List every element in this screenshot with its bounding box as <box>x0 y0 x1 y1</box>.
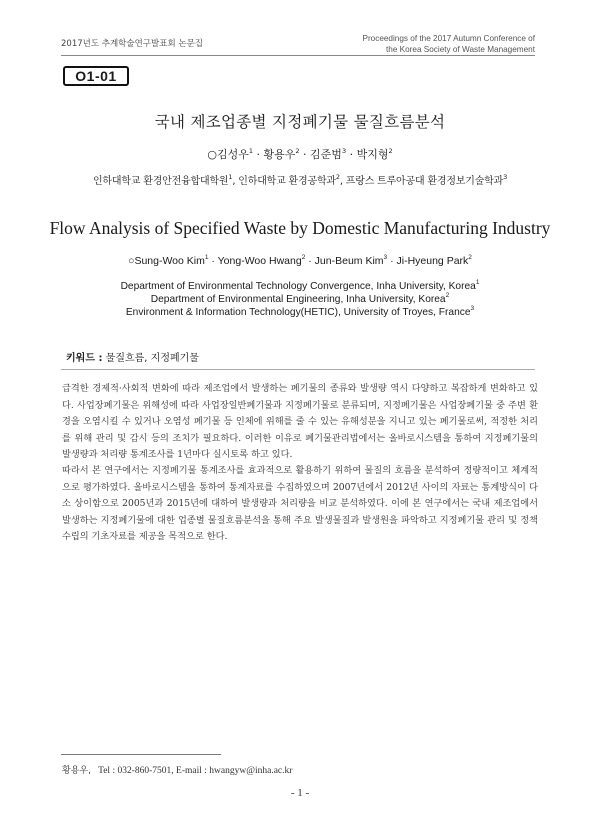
author-name: Sung-Woo Kim <box>134 255 205 267</box>
author-affil-sup: 3 <box>341 147 347 155</box>
author-name: 박지형 <box>356 148 389 161</box>
footnote-tel-label: Tel : <box>98 766 116 776</box>
running-header-right <box>362 33 535 55</box>
affiliation-english-2 <box>40 294 560 305</box>
keywords-value: 물질흐름, 지정폐기물 <box>105 353 199 364</box>
affiliation: Department of Environmental Technology Convergence, Inha University, Korea <box>120 281 476 292</box>
affiliation-sup: 3 <box>503 173 508 181</box>
affiliation-english-3 <box>40 307 560 318</box>
body-paragraph-2: 따라서 본 연구에서는 지정폐기물 통계조사를 효과적으로 활용하기 위하여 물질의 흐름을 분석하여 정량적이고 체계적으로 평가하였다. 올바로시스템을 통하여 통계자료를 수집하였으며 2007년에서 2012년 사이의 자료는 통계방식이 다소 상이함으로 2005년과 2015년에 대하여 발생량과 처리량을 비교 분석하였다. 이에 본 연구에서는 국내 제조업에서 발생하는 지정폐기물에 대한 업종별 물질흐름분석을 통해 주요 발생물질과 발생원을 파악하고 지정폐기물 관리 및 정책 수립의 기초자료를 제공을 목적으로 한다. <box>62 465 538 542</box>
author-name: Ji-Hyeung Park <box>396 255 469 267</box>
author-name: 김준범 <box>310 148 342 161</box>
running-header-right-line1: Proceedings of the 2017 Autumn Conference of <box>362 34 535 43</box>
keywords-line <box>66 349 199 364</box>
affiliation: Department of Environmental Engineering, Inha University, Korea <box>150 294 446 305</box>
author-affil-sup: 2 <box>295 147 300 155</box>
affiliation: 프랑스 트루아공대 환경정보기술학과 <box>345 176 504 187</box>
author-name: 김성우 <box>216 148 249 161</box>
authors-korean <box>40 146 560 162</box>
affiliations-korean: 인하대학교 환경안전융합대학원$^1$, 인하대학교 환경공학과$^2$, 프랑스 트루아공대 환경정보기술학과$^3$ <box>92 173 508 187</box>
header-divider <box>61 55 535 56</box>
footnote-name: 황용우, <box>62 766 91 776</box>
footnote-divider <box>61 754 221 755</box>
author-separator: · <box>387 255 397 267</box>
author-separator: · <box>346 148 357 161</box>
footnote-tel: 032-860-7501, <box>117 766 174 776</box>
corresponding-author-footnote <box>62 763 292 776</box>
title-english: Flow Analysis of Specified Waste by Domestic Manufacturing Industry <box>49 218 551 238</box>
author-affil-sup: 1 <box>248 147 254 155</box>
author-affil-sup: 1 <box>204 254 209 261</box>
author-affil-sup: 2 <box>301 254 306 261</box>
affiliation-sup: 2 <box>445 292 450 299</box>
page-number: - 1 - <box>290 787 310 799</box>
affiliation: Environment & Information Technology(HETIC), University of Troyes, France <box>125 307 471 318</box>
presenter-mark: ○ <box>207 148 217 161</box>
footnote-email: hwangyw@inha.ac.kr <box>209 766 293 776</box>
author-separator: · <box>305 255 315 267</box>
author-separator: · <box>253 148 264 161</box>
affiliation-sup: 2 <box>335 173 340 181</box>
affiliation-sup: 1 <box>475 279 480 286</box>
session-code-badge: O1-01 <box>63 66 129 86</box>
author-name: 황용우 <box>263 148 296 161</box>
affiliation: 인하대학교 환경안전융합대학원 <box>92 176 229 187</box>
author-separator: · <box>208 255 218 267</box>
running-header-left: 2017년도 추계학술연구발표회 논문집 <box>61 39 203 49</box>
affiliation-sup: 3 <box>470 305 475 312</box>
author-affil-sup: 2 <box>468 254 472 261</box>
keywords-divider <box>61 369 535 370</box>
presenter-mark: ○ <box>128 255 135 267</box>
keywords-label: 키워드 : <box>66 353 103 364</box>
author-name: Yong-Woo Hwang <box>217 255 302 267</box>
authors-english <box>40 255 560 267</box>
author-name: Jun-Beum Kim <box>314 255 384 267</box>
affiliation: 인하대학교 환경공학과 <box>238 176 336 187</box>
author-separator: · <box>299 148 311 161</box>
running-header-right-line2: the Korea Society of Waste Management <box>386 45 535 54</box>
affiliation-sup: 1 <box>228 173 233 181</box>
affiliation-english-1 <box>40 281 560 292</box>
author-affil-sup: 3 <box>383 254 388 261</box>
title-korean: 국내 제조업종별 지정폐기물 물질흐름분석 <box>154 113 446 131</box>
body-paragraph-1: 급격한 경제적·사회적 변화에 따라 제조업에서 발생하는 폐기물의 종류와 발생량 역시 다양하고 복잡하게 변화하고 있다. 사업장폐기물은 위해성에 따라 사업장일반폐기물과 지정폐기물로 분류되며, 지정폐기물은 사업장폐기물 중 주변 환경을 오염시킬 수 있거나 오염성 폐기물 등 인체에 위해를 줄 수 있는 유해성분을 지니고 있는 폐기물로써, 적정한 처리를 위해 관리 및 감시 등의 조치가 필요하다. 이러한 이유로 폐기물관리법에서는 올바로시스템을 통하여 지정폐기물의 발생량과 처리량 통계조사를 1년마다 실시토록 하고 있다. <box>62 383 538 460</box>
author-affil-sup: 2 <box>388 147 393 155</box>
footnote-email-label: E-mail : <box>176 766 207 776</box>
